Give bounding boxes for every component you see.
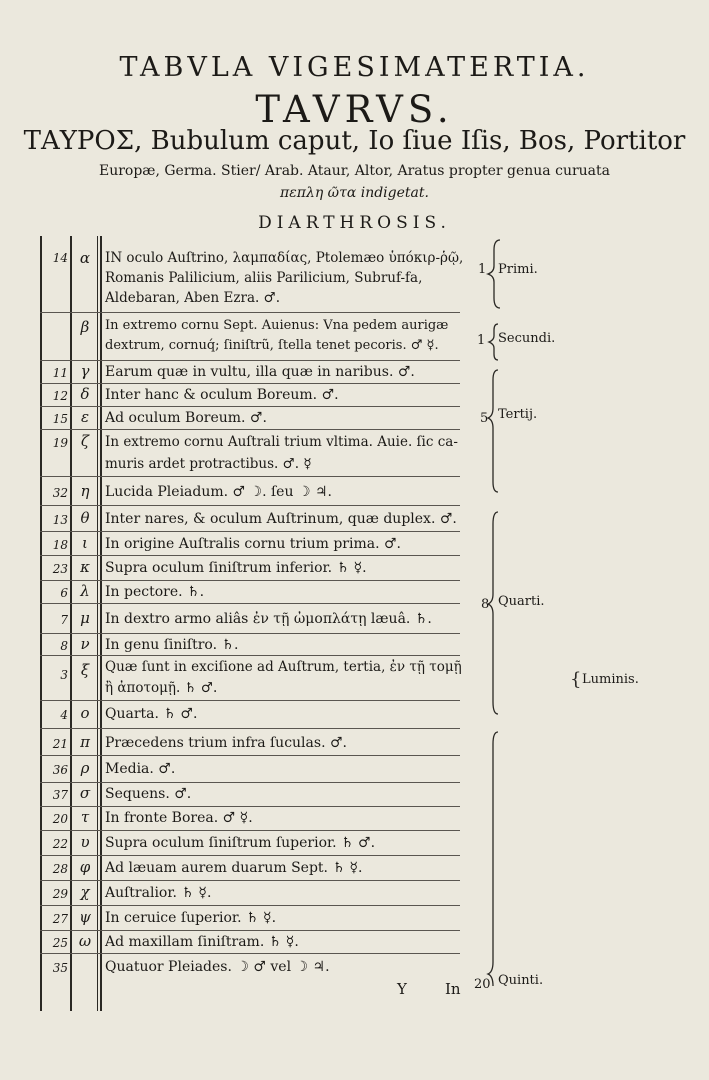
star-number: 18 — [52, 538, 68, 552]
row-separator — [40, 476, 460, 477]
star-letter: β — [80, 318, 90, 336]
star-number: 23 — [52, 562, 68, 576]
row-separator — [40, 531, 460, 532]
row-separator — [40, 555, 460, 556]
star-number: 21 — [52, 737, 68, 751]
star-letter: κ — [80, 558, 90, 576]
star-letter: π — [80, 733, 90, 751]
star-description: Auſtralior. ♄ ☿. — [105, 885, 212, 901]
star-number: 8 — [60, 639, 68, 653]
catchword: In — [445, 980, 461, 998]
row-separator — [40, 429, 460, 430]
signature-mark: Y — [397, 980, 407, 998]
star-number: 13 — [52, 513, 68, 527]
row-separator — [40, 406, 460, 407]
brace-quarti — [488, 512, 498, 714]
star-number: 19 — [52, 436, 68, 450]
star-number: 3 — [60, 668, 68, 682]
star-description: In pectore. ♄. — [105, 584, 205, 600]
rule-letter-b — [100, 236, 102, 1011]
star-description: Earum quæ in vultu, illa quæ in naribus. ♂. — [105, 364, 415, 380]
star-letter: θ — [80, 509, 90, 527]
group-count: 1 — [477, 333, 486, 348]
group-label: Secundi. — [498, 331, 556, 346]
brace-quinti — [488, 732, 498, 986]
constellation-title: TAVRVS. — [255, 88, 454, 131]
star-number: 14 — [52, 251, 68, 265]
group-label: Tertij. — [498, 407, 538, 422]
star-number: 36 — [52, 763, 68, 777]
star-number: 37 — [52, 788, 68, 802]
star-description: Ad oculum Boreum. ♂. — [105, 410, 267, 426]
star-number: 20 — [52, 812, 68, 826]
star-description: Inter nares, & oculum Auſtrinum, quæ duplex. ♂. — [105, 511, 457, 527]
star-description: Inter hanc & oculum Boreum. ♂. — [105, 387, 339, 403]
star-number: 12 — [52, 389, 68, 403]
row-separator — [40, 830, 460, 831]
star-letter: ο — [80, 704, 90, 722]
star-description: Ad læuam aurem duarum Sept. ♄ ☿. — [105, 860, 363, 876]
star-number: 4 — [60, 708, 68, 722]
brace-secundi — [489, 324, 498, 360]
row-separator — [40, 755, 460, 756]
row-separator — [40, 880, 460, 881]
row-separator — [40, 700, 460, 701]
star-number: 15 — [52, 412, 68, 426]
star-description: In ceruice ſuperior. ♄ ☿. — [105, 910, 277, 926]
brace-tertij — [488, 370, 498, 492]
star-number: 6 — [60, 586, 68, 600]
star-letter: ε — [80, 408, 90, 426]
row-separator — [40, 930, 460, 931]
section-heading: DIARTHROSIS. — [258, 213, 451, 233]
star-description: In genu ſiniſtro. ♄. — [105, 637, 239, 653]
row-separator — [40, 633, 460, 634]
star-letter: α — [79, 249, 91, 267]
star-letter: ζ — [80, 432, 90, 450]
star-description: Lucida Pleiadum. ♂ ☽. ſeu ☽ ♃. — [105, 484, 332, 500]
star-description: Ad maxillam ſiniſtram. ♄ ☿. — [105, 934, 299, 950]
table-title: TABVLA VIGESIMATERTIA. — [119, 52, 590, 83]
row-separator — [40, 855, 460, 856]
group-label: Quinti. — [498, 973, 544, 988]
star-description: IN oculo Auſtrino, λαμπαδίας, Ptolemæo ὑπόκιρ-ῥῷ, Romanis Palilicium, aliis Parilicium, Subruf-fa, Aldebaran, Aben Ezra. ♂. — [105, 250, 464, 306]
row-separator — [40, 603, 460, 604]
star-description: In fronte Borea. ♂ ☿. — [105, 810, 253, 826]
row-separator — [40, 383, 460, 384]
star-description: Sequens. ♂. — [105, 786, 192, 802]
star-letter: η — [80, 482, 90, 500]
group-count: 5 — [480, 411, 489, 426]
star-letter: σ — [79, 784, 91, 802]
star-letter: ν — [80, 635, 90, 653]
star-number: 7 — [60, 613, 68, 627]
star-description: In dextro armo aliâs ἐν τῇ ὠμοπλάτῃ læuâ. ♄. — [105, 611, 432, 627]
star-description: Media. ♂. — [105, 761, 176, 777]
star-number: 29 — [52, 887, 68, 901]
row-separator — [40, 580, 460, 581]
star-letter: ρ — [80, 759, 90, 777]
star-number: 32 — [52, 486, 68, 500]
star-letter: γ — [80, 362, 90, 380]
star-letter: υ — [80, 833, 90, 851]
star-description: In extremo cornu Sept. Auienus: Vna pedem aurigæ dextrum, cornuq́; ſiniſtrũ, ſtella tenet pecoris. ♂ ☿. — [105, 318, 449, 353]
star-letter: φ — [79, 858, 91, 876]
star-description: Præcedens trium infra ſuculas. ♂. — [105, 735, 347, 751]
star-number: 28 — [52, 862, 68, 876]
star-number: 11 — [52, 366, 68, 380]
row-separator — [40, 728, 460, 729]
star-description: Quatuor Pleiades. ☽ ♂ vel ☽ ♃. — [105, 959, 330, 975]
row-separator — [40, 360, 460, 361]
star-letter: λ — [80, 582, 90, 600]
constellation-names-greek: πεπλη ῶτα indigetat. — [280, 185, 429, 201]
star-description: Supra oculum ſiniſtrum ſuperior. ♄ ♂. — [105, 835, 376, 851]
star-description: Quæ ſunt in exciſione ad Auſtrum, tertia, ἐν τῇ τομῇ ἢ ἀποτομῇ. ♄ ♂. — [105, 659, 462, 696]
star-letter: ω — [78, 932, 92, 950]
star-number: 35 — [52, 961, 68, 975]
star-number: 27 — [52, 912, 68, 926]
rule-letter-a — [97, 236, 98, 1011]
row-separator — [40, 505, 460, 506]
star-letter: χ — [80, 883, 90, 901]
magnitude-braces — [480, 232, 520, 992]
star-letter: μ — [80, 609, 90, 627]
star-letter: ξ — [80, 661, 90, 679]
star-description: In origine Auſtralis cornu trium prima. ♂. — [105, 536, 401, 552]
star-number: 25 — [52, 936, 68, 950]
group-label: Quarti. — [498, 594, 545, 609]
row-separator — [40, 312, 460, 313]
group-count: 20 — [474, 977, 491, 992]
luminis-brace: { — [570, 669, 582, 690]
star-description: Quarta. ♄ ♂. — [105, 706, 198, 722]
star-description: In extremo cornu Auſtrali trium vltima. Auie. ſic ca-muris ardet protractibus. ♂. ☿ — [105, 434, 458, 472]
group-count: 1 — [478, 262, 487, 277]
row-separator — [40, 905, 460, 906]
group-label: Primi. — [498, 262, 538, 277]
group-count: 8 — [481, 597, 490, 612]
star-letter: δ — [80, 385, 90, 403]
row-separator — [40, 782, 460, 783]
rule-num — [70, 236, 72, 1011]
row-separator — [40, 953, 460, 954]
row-separator — [40, 806, 460, 807]
star-letter: ι — [82, 534, 88, 552]
star-description: Supra oculum ſiniſtrum inferior. ♄ ☿. — [105, 560, 367, 576]
luminis-label: Luminis. — [582, 672, 639, 687]
star-number: 22 — [52, 837, 68, 851]
constellation-names: ΤΑΥΡΟΣ, Bubulum caput, Io ſiue Iſis, Bos, Portitor — [23, 126, 686, 156]
star-letter: τ — [80, 808, 90, 826]
star-letter: ψ — [79, 908, 91, 926]
constellation-names-cont: Europæ, Germa. Stier/ Arab. Ataur, Altor, Aratus propter genua curuata — [98, 163, 610, 179]
